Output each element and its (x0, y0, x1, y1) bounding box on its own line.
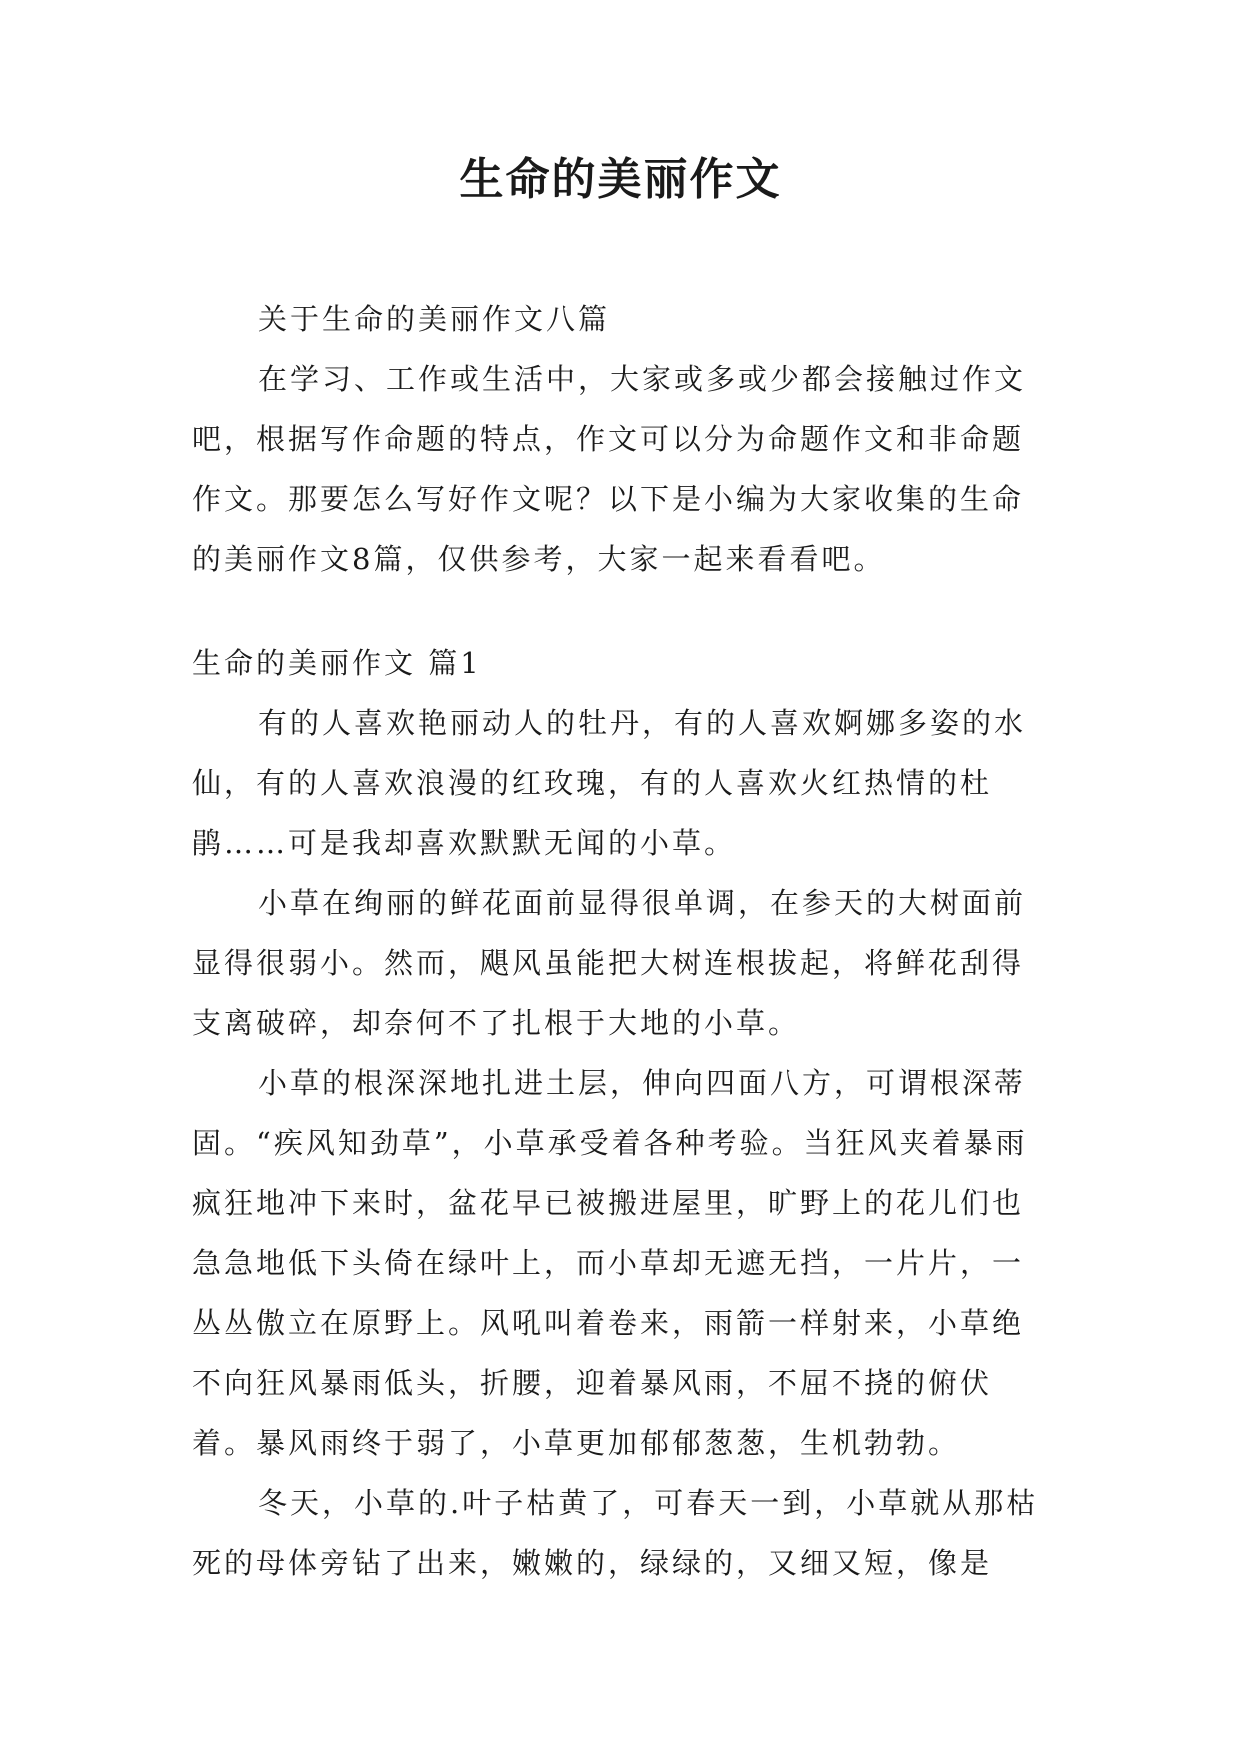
document-subtitle: 关于生命的美丽作文八篇 (258, 302, 611, 336)
document-title: 生命的美丽作文 (459, 154, 782, 205)
body-paragraph: 小草的根深深地扎进土层，伸向四面八方，可谓根深蒂固。“疾风知劲草”，小草承受着各种考验。当狂风夹着暴雨疯狂地冲下来时，盆花早已被搬进屋里，旷野上的花儿们也急急地低下头倚在绿叶上，而小草却无遮无挡，一片片，一丛丛傲立在原野上。风吼叫着卷来，雨箭一样射来，小草绝不向狂风暴雨低头，折腰，迎着暴风雨，不屈不挠的俯伏着。暴风雨终于弱了，小草更加郁郁葱葱，生机勃勃。 (192, 1066, 1028, 1460)
section-heading: 生命的美丽作文 篇1 (192, 646, 482, 680)
essay-section (192, 633, 1052, 1593)
intro-block (192, 289, 1052, 589)
intro-paragraph: 在学习、工作或生活中，大家或多或少都会接触过作文吧，根据写作命题的特点，作文可以分为命题作文和非命题作文。那要怎么写好作文呢？以下是小编为大家收集的生命的美丽作文8篇，仅供参考，大家一起来看看吧。 (192, 362, 1027, 576)
body-paragraph: 冬天，小草的.叶子枯黄了，可春天一到，小草就从那枯死的母体旁钻了出来，嫩嫩的，绿绿的，又细又短，像是 (192, 1486, 1039, 1580)
body-paragraph: 有的人喜欢艳丽动人的牡丹，有的人喜欢婀娜多姿的水仙，有的人喜欢浪漫的红玫瑰，有的人喜欢火红热情的杜鹃……可是我却喜欢默默无闻的小草。 (192, 706, 1027, 860)
body-paragraph: 小草在绚丽的鲜花面前显得很单调，在参天的大树面前显得很弱小。然而，飓风虽能把大树连根拔起，将鲜花刮得支离破碎，却奈何不了扎根于大地的小草。 (192, 886, 1027, 1040)
